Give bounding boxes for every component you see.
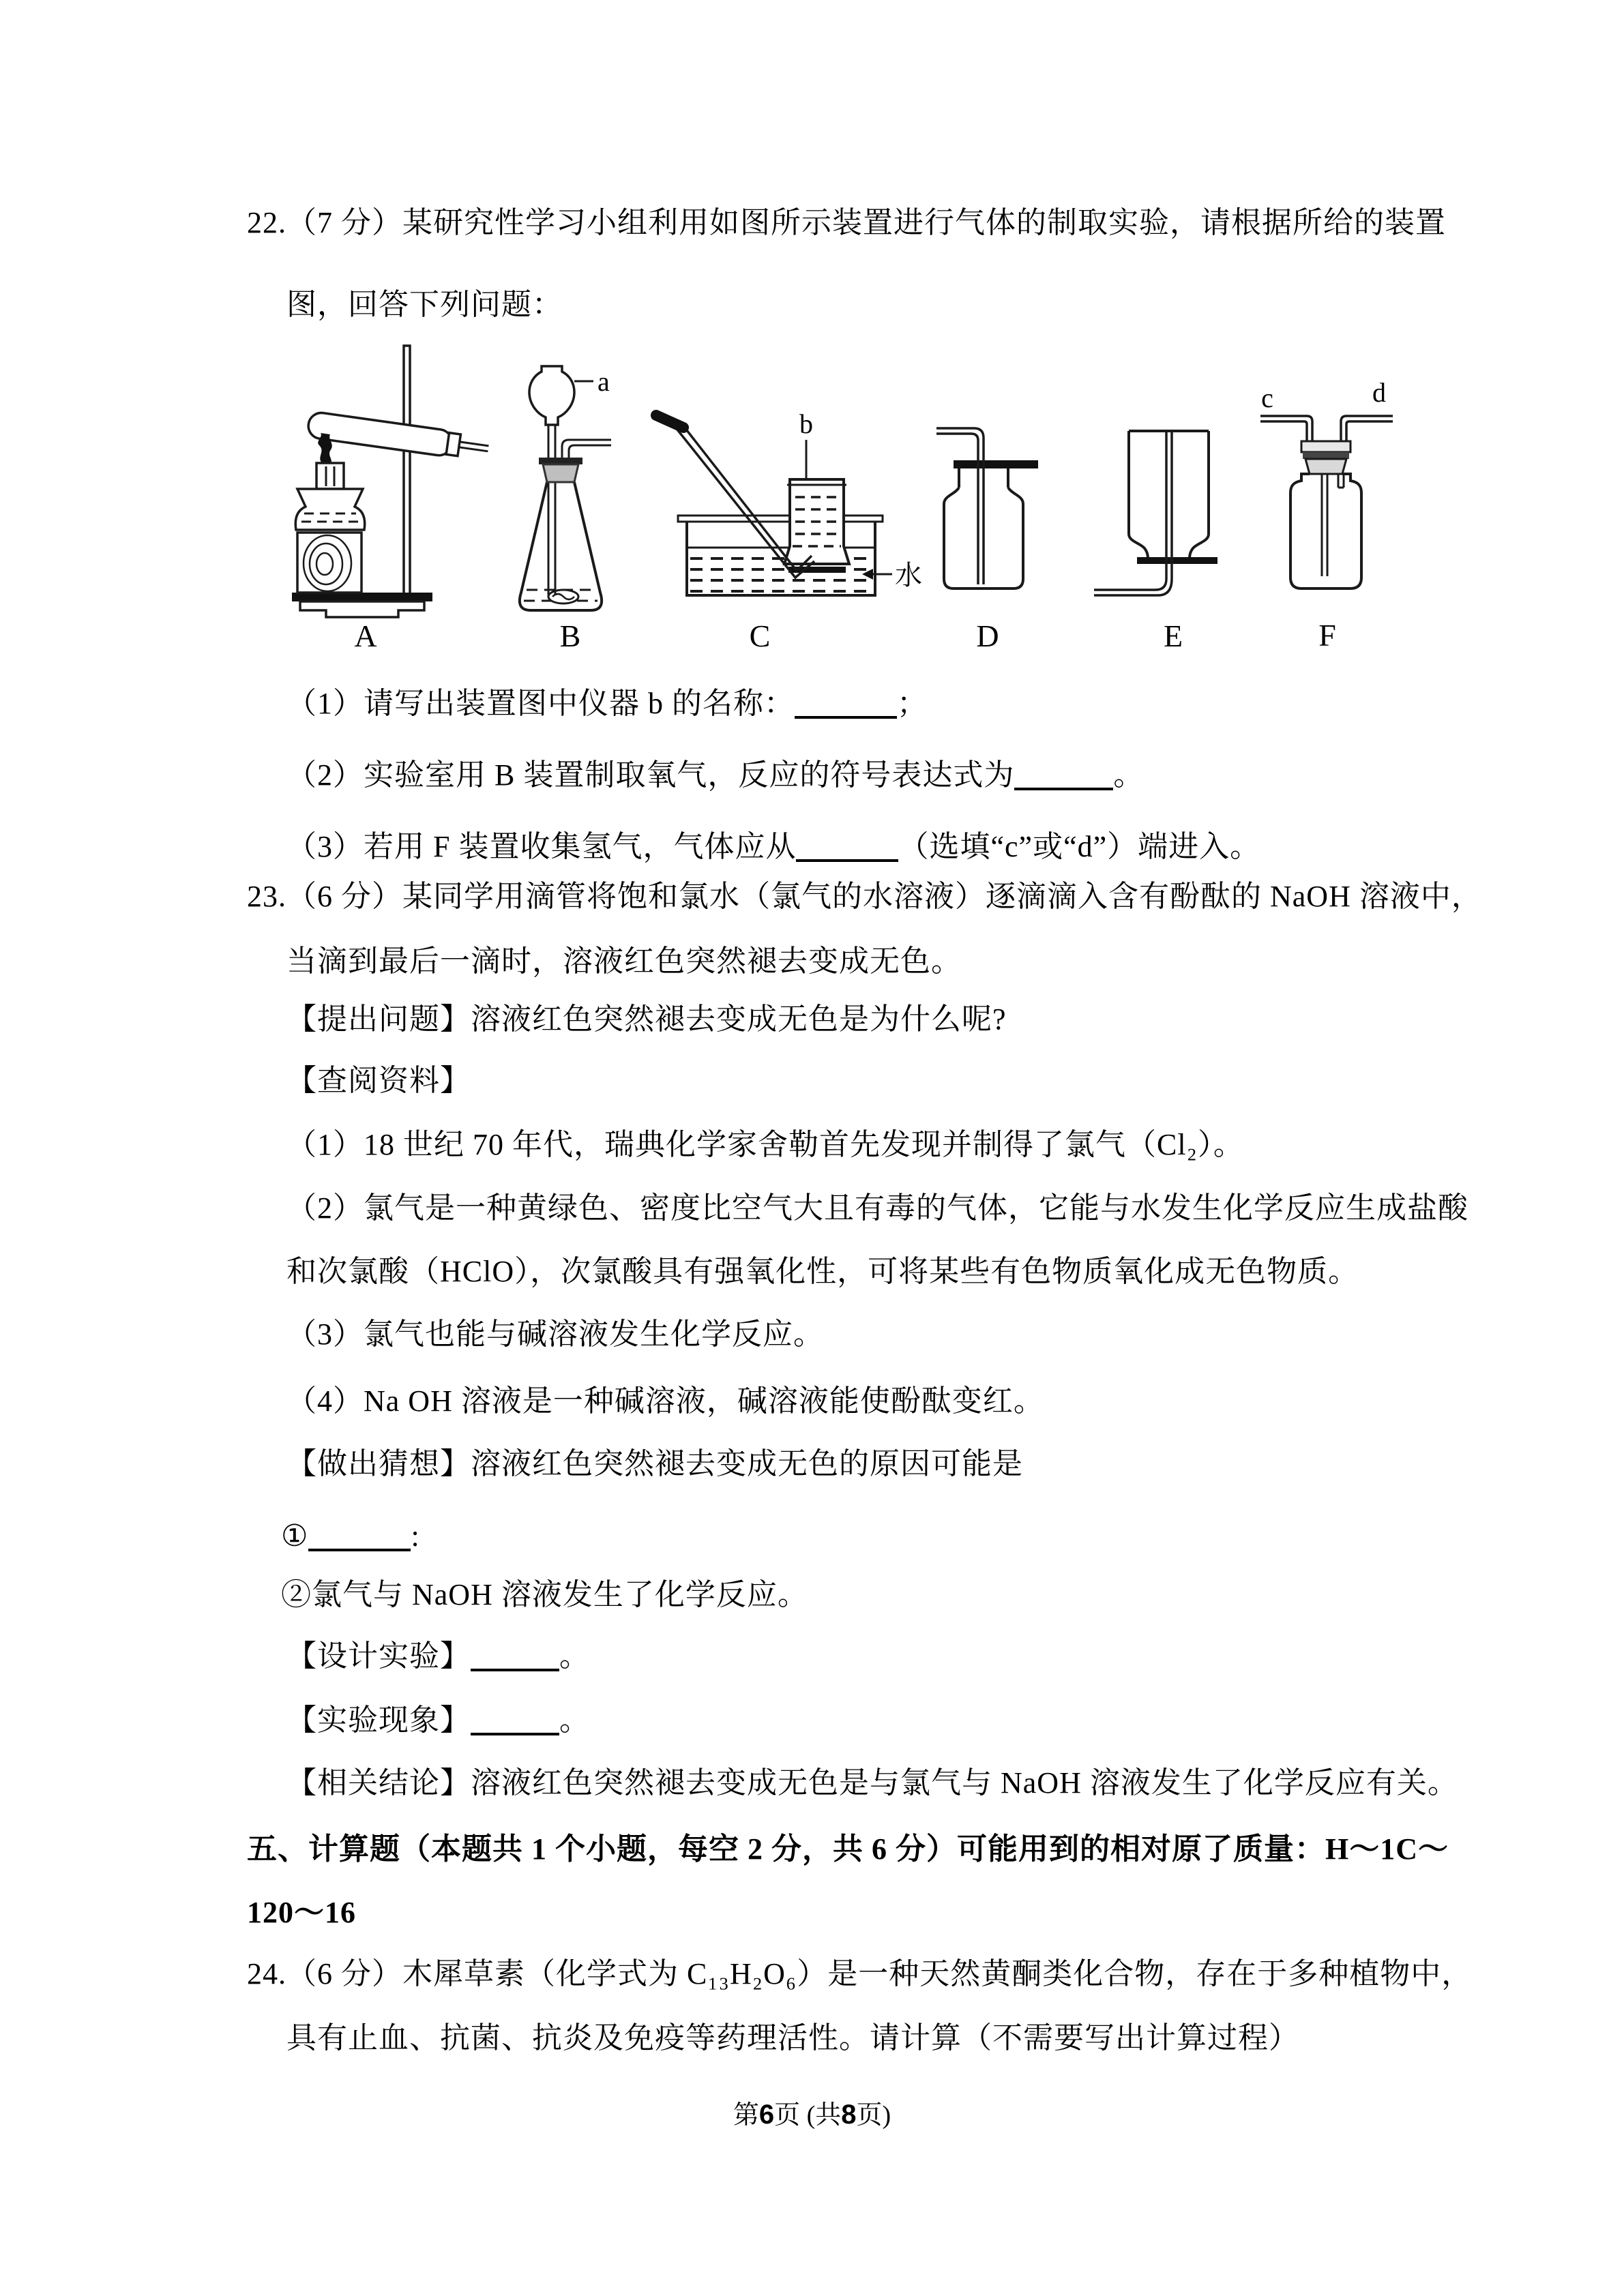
q23-phenom-punct: 。 (559, 1703, 590, 1737)
q22-line2: 图，回答下列问题： (286, 288, 563, 321)
q23-ref1: （1）18 世纪 70 年代，瑞典化学家舍勒首先发现并制得了氯气（Cl₂）。 (286, 1128, 1244, 1161)
footer-text: 页 (共 (774, 2101, 842, 2130)
answer-blank (471, 1669, 559, 1671)
q23-ref4: （4）Na OH 溶液是一种碱溶液，碱溶液能使酚酞变红。 (286, 1384, 1044, 1418)
apparatus-A-heating-setup (292, 346, 490, 653)
apparatus-B-flask-setup (520, 366, 611, 653)
apparatus-D-gas-bottle (936, 428, 1038, 653)
apparatus-label-B: B (559, 618, 581, 653)
apparatus-label-E: E (1163, 618, 1183, 653)
q22-item3 (286, 829, 1260, 865)
q23-guess-title: 【做出猜想】溶液红色突然褪去变成无色的原因可能是 (286, 1447, 1023, 1480)
page-footer (0, 2093, 1624, 2131)
q24-line1: 24.（6 分）木犀草素（化学式为 C₁₃H₂O₆）是一种天然黄酮类化合物，存在于多种植物中， (247, 1957, 1473, 1991)
q22-item2-text: （2）实验室用 B 装置制取氧气，反应的符号表达式为 (286, 758, 1015, 792)
q22-item3-tail: （选填“c”或“d”）端进入。 (898, 830, 1261, 863)
apparatus-label-F: F (1318, 618, 1336, 653)
q23-design-label: 【设计实验】 (286, 1639, 471, 1673)
q24-line2: 具有止血、抗菌、抗炎及免疫等药理活性。请计算（不需要写出计算过程） (286, 2021, 1299, 2055)
answer-blank (796, 859, 898, 862)
q22-item1 (286, 685, 928, 722)
apparatus-F-washing-bottle (1260, 377, 1393, 653)
q23-ask: 【提出问题】溶液红色突然褪去变成无色是为什么呢? (286, 1002, 1007, 1036)
q22-item1-punct: ； (897, 687, 928, 720)
q23-design (286, 1638, 590, 1675)
apparatus-label-b: b (799, 408, 813, 439)
q23-ref2b: 和次氯酸（HClO），次氯酸具有强氧化性，可将某些有色物质氧化成无色物质。 (286, 1255, 1359, 1288)
q23-guess1-punct: : (411, 1519, 420, 1553)
apparatus-C-water-collection (656, 408, 922, 653)
q23-ref3: （3）氯气也能与碱溶液发生化学反应。 (286, 1317, 824, 1351)
circled-1: ① (281, 1519, 309, 1553)
q22-item1-text: （1）请写出装置图中仪器 b 的名称： (286, 687, 795, 720)
q23-phenomenon (286, 1702, 590, 1739)
footer-text: 页) (856, 2101, 891, 2130)
q23-guess2: ②氯气与 NaOH 溶液发生了化学反应。 (281, 1578, 808, 1611)
answer-blank (795, 716, 897, 719)
q22-line1: 22.（7 分）某研究性学习小组利用如图所示装置进行气体的制取实验，请根据所给的装置 (247, 206, 1446, 239)
footer-text: 第 (733, 2101, 759, 2130)
answer-blank (308, 1549, 411, 1551)
answer-blank (1014, 788, 1113, 790)
apparatus-label-d: d (1372, 377, 1386, 408)
apparatus-E-inverted-bottle (1094, 431, 1217, 653)
apparatus-label-c: c (1261, 383, 1273, 413)
q22-item2-punct: 。 (1113, 758, 1145, 792)
apparatus-label-C: C (749, 618, 771, 653)
q22-item2 (286, 757, 1144, 794)
q22-item3-text: （3）若用 F 装置收集氢气，气体应从 (286, 830, 797, 863)
q23-line1: 23.（6 分）某同学用滴管将饱和氯水（氯气的水溶液）逐滴滴入含有酚酞的 NaOH 溶液中， (247, 880, 1482, 913)
q23-ref2a: （2）氯气是一种黄绿色、密度比空气大且有毒的气体，它能与水发生化学反应生成盐酸 (286, 1191, 1468, 1225)
q23-conclusion: 【相关结论】溶液红色突然褪去变成无色是与氯气与 NaOH 溶液发生了化学反应有关。 (286, 1766, 1458, 1800)
q23-guess1 (281, 1518, 420, 1555)
page-number: 6 (758, 2100, 775, 2130)
apparatus-label-A: A (354, 618, 377, 653)
section5-header-line2: 120～16 (247, 1896, 356, 1929)
apparatus-label-a: a (597, 366, 610, 397)
q23-phenom-label: 【实验现象】 (286, 1703, 471, 1737)
q23-design-punct: 。 (559, 1639, 590, 1673)
q23-line2: 当滴到最后一滴时，溶液红色突然褪去变成无色。 (286, 944, 962, 978)
water-label: 水 (895, 560, 922, 591)
section5-header-line1: 五、计算题（本题共 1 个小题，每空 2 分，共 6 分）可能用到的相对原了质量：H～1C～ (247, 1832, 1449, 1866)
apparatus-diagram (266, 331, 1426, 658)
answer-blank (471, 1733, 559, 1735)
q23-ref-title: 【查阅资料】 (286, 1064, 471, 1097)
apparatus-label-D: D (976, 618, 999, 653)
total-pages: 8 (841, 2100, 857, 2130)
